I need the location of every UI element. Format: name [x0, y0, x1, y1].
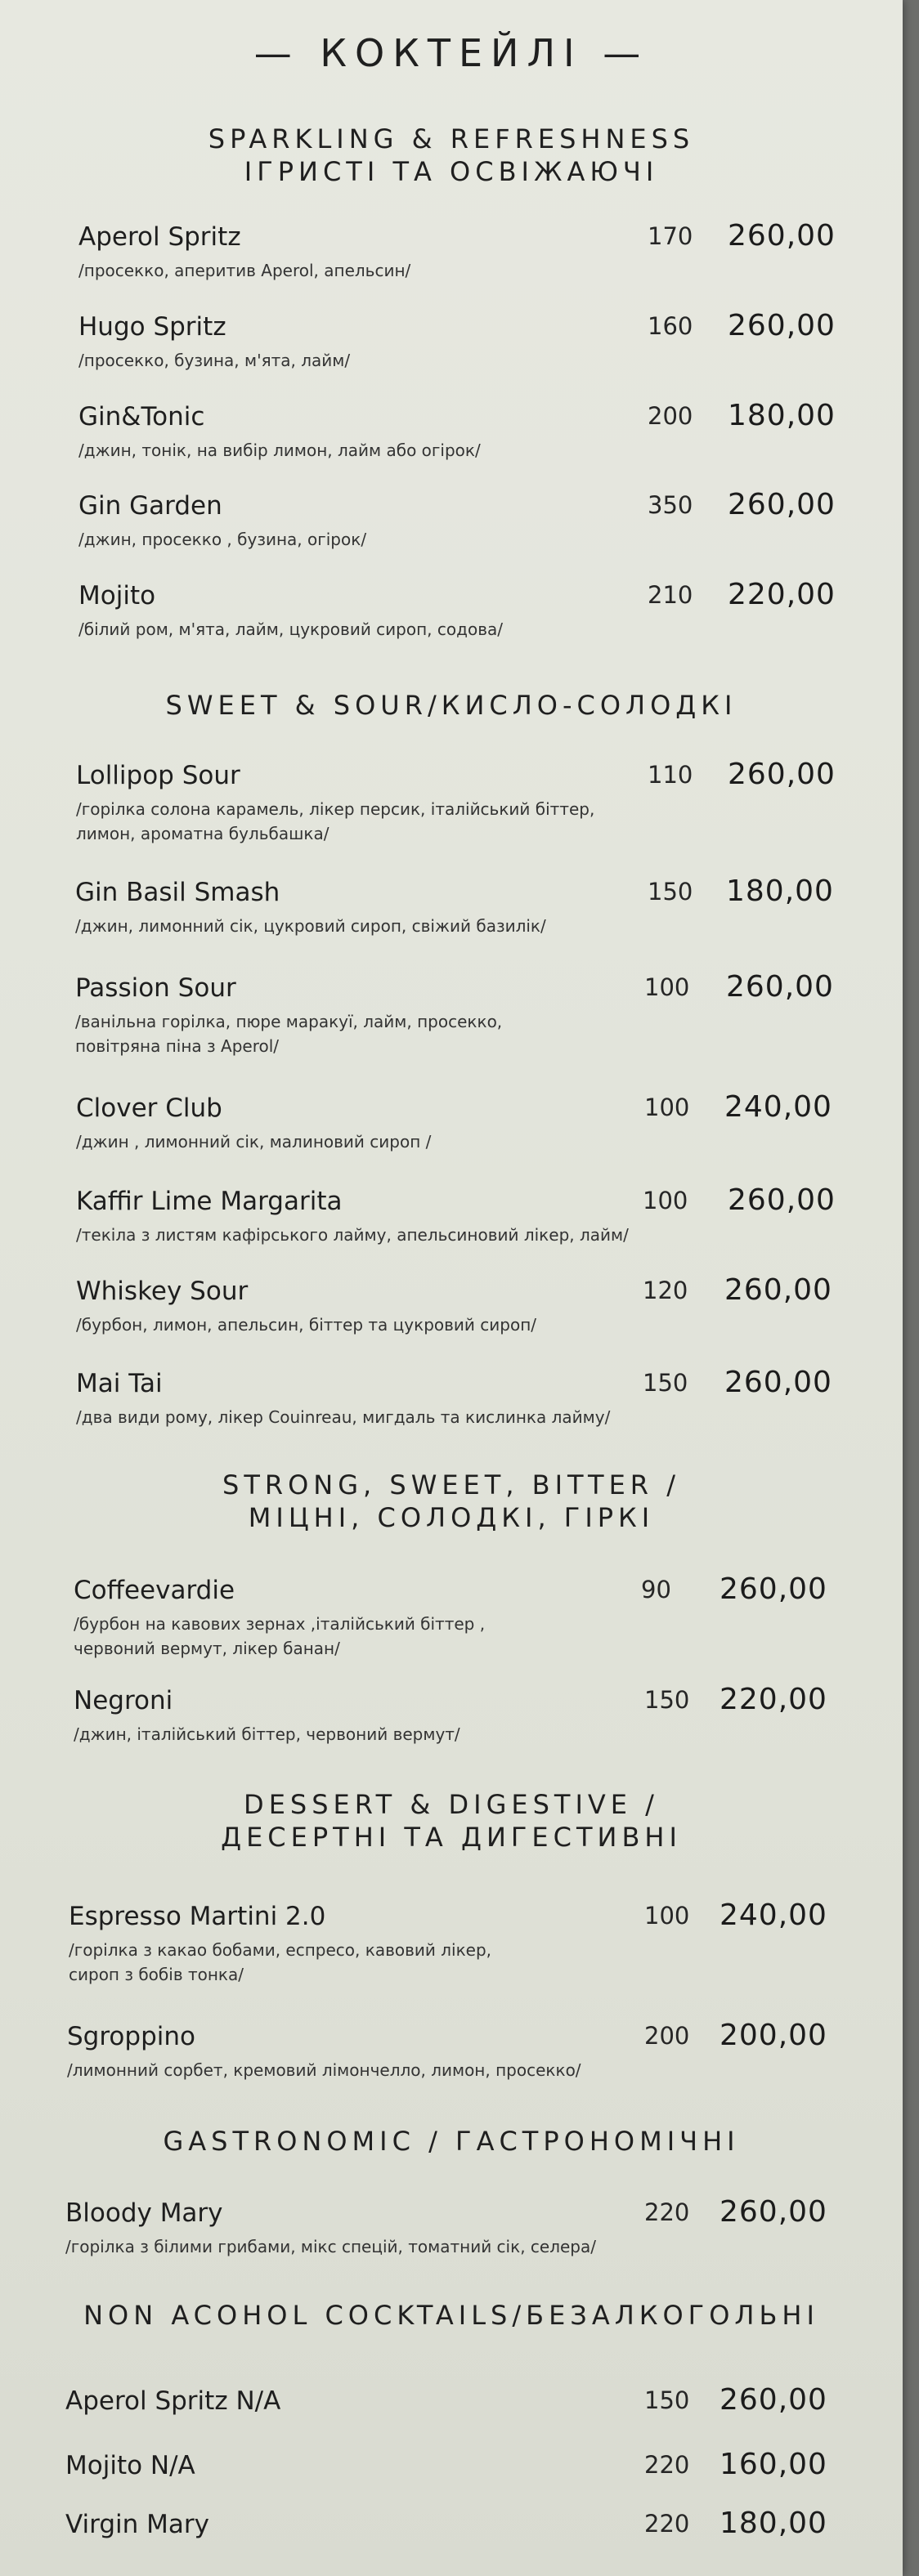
item-description-line: /бурбон, лимон, апельсин, біттер та цукровий сироп/ — [76, 1315, 537, 1335]
section-title — [0, 1788, 903, 1854]
item-name: Sgroppino — [67, 2022, 195, 2051]
item-name: Hugo Spritz — [78, 312, 226, 342]
item-volume: 100 — [643, 1187, 688, 1214]
item-price: 180,00 — [728, 399, 836, 432]
item-price: 260,00 — [728, 219, 836, 253]
menu-item — [76, 1366, 894, 1434]
item-volume: 170 — [648, 222, 693, 250]
menu-title: — КОКТЕЙЛІ — — [253, 31, 649, 75]
item-volume: 160 — [648, 312, 693, 340]
item-description — [78, 348, 350, 373]
menu-item — [74, 1572, 891, 1658]
item-description — [69, 1938, 491, 1987]
section-title-line: МІЦНІ, СОЛОДКІ, ГІРКІ — [248, 1502, 655, 1533]
item-description-line: червоний вермут, лікер банан/ — [74, 1639, 340, 1658]
item-volume: 100 — [644, 1093, 690, 1121]
item-name: Mai Tai — [76, 1369, 163, 1398]
item-name: Espresso Martini 2.0 — [69, 1902, 326, 1931]
item-price: 260,00 — [726, 970, 834, 1004]
item-name: Aperol Spritz — [78, 222, 241, 252]
item-description-line: /горілка солона карамель, лікер персик, італійський біттер, — [76, 799, 595, 819]
item-name: Gin Garden — [78, 491, 222, 521]
item-name: Clover Club — [76, 1093, 222, 1123]
item-price: 180,00 — [720, 2507, 827, 2540]
item-price: 220,00 — [720, 1683, 827, 1716]
item-description-line: /джин, італійський біттер, червоний вермут/ — [74, 1724, 460, 1744]
item-price: 260,00 — [724, 1366, 832, 1399]
menu-item — [75, 970, 893, 1056]
item-description — [74, 1612, 485, 1661]
item-description-line: лимон, ароматна бульбашка/ — [76, 824, 329, 843]
item-description-line: /джин , лимонний сік, малиновий сироп / — [76, 1132, 432, 1152]
item-volume: 210 — [648, 581, 693, 609]
item-volume: 110 — [648, 761, 693, 789]
item-description-line: /текіла з листям кафірського лайму, апельсиновий лікер, лайм/ — [76, 1225, 629, 1245]
item-description-line: /горілка з какао бобами, еспресо, кавовий лікер, — [69, 1940, 492, 1960]
item-description-line: сироп з бобів тонка/ — [69, 1965, 244, 1984]
menu-item — [65, 2195, 883, 2264]
item-price: 200,00 — [720, 2019, 827, 2052]
menu-item — [76, 758, 894, 843]
item-volume: 150 — [643, 1369, 688, 1397]
menu-item — [65, 2507, 883, 2575]
item-price: 180,00 — [726, 874, 834, 908]
item-name: Kaffir Lime Margarita — [76, 1187, 343, 1216]
item-description — [76, 1313, 536, 1337]
item-description — [76, 1129, 431, 1154]
item-description-line: /просекко, бузина, м'ята, лайм/ — [78, 351, 351, 370]
item-name: Mojito N/A — [65, 2451, 195, 2480]
menu-item — [76, 1090, 894, 1159]
section-title-line: ІГРИСТІ ТА ОСВІЖАЮЧІ — [244, 156, 659, 187]
item-description-line: повітряна піна з Aperol/ — [75, 1036, 280, 1056]
section-title — [0, 123, 903, 188]
menu-item — [78, 219, 896, 288]
item-price: 160,00 — [720, 2448, 827, 2481]
section-title-line: SPARKLING & REFRESHNESS — [208, 123, 695, 154]
section-title — [0, 1469, 903, 1534]
item-price: 240,00 — [720, 1898, 827, 1932]
item-name: Virgin Mary — [65, 2510, 209, 2539]
item-volume: 350 — [648, 491, 693, 519]
item-volume: 220 — [644, 2198, 690, 2226]
section-title-line: STRONG, SWEET, BITTER / — [222, 1469, 680, 1500]
item-volume: 200 — [644, 2022, 690, 2050]
item-price: 260,00 — [728, 1183, 836, 1217]
item-volume: 150 — [644, 1686, 690, 1714]
item-price: 240,00 — [724, 1090, 832, 1124]
menu-item — [78, 488, 896, 557]
menu-item — [76, 1183, 894, 1252]
item-price: 260,00 — [728, 488, 836, 521]
menu-item — [65, 2383, 883, 2452]
item-name: Whiskey Sour — [76, 1277, 249, 1306]
item-description — [76, 1405, 610, 1429]
item-volume: 220 — [644, 2451, 690, 2479]
item-price: 260,00 — [728, 309, 836, 342]
item-description — [78, 527, 366, 552]
item-description — [75, 914, 546, 938]
item-name: Passion Sour — [75, 973, 236, 1003]
item-description — [67, 2058, 581, 2082]
item-description-line: /два види рому, лікер Couinreau, мигдаль та кислинка лайму/ — [76, 1407, 611, 1427]
item-name: Aperol Spritz N/A — [65, 2386, 281, 2416]
section-title — [0, 2125, 903, 2158]
item-description — [78, 438, 481, 463]
item-name: Coffeevardie — [74, 1576, 235, 1605]
item-description-line: /білий ром, м'ята, лайм, цукровий сироп, содова/ — [78, 619, 503, 639]
item-description — [78, 617, 503, 642]
menu-item — [78, 578, 896, 646]
section-title-line: NON ACOHOL COCKTAILS/БЕЗАЛКОГОЛЬНІ — [83, 2300, 819, 2331]
menu-item — [76, 1273, 894, 1342]
item-name: Bloody Mary — [65, 2198, 223, 2228]
item-description — [65, 2234, 596, 2259]
section-title — [0, 2299, 903, 2332]
section-title-line: ДЕСЕРТНІ ТА ДИГЕСТИВНІ — [221, 1822, 682, 1853]
item-description — [75, 1009, 502, 1058]
item-price: 260,00 — [720, 2195, 827, 2229]
item-volume: 90 — [641, 1576, 671, 1603]
item-name: Negroni — [74, 1686, 173, 1715]
section-title-line: DESSERT & DIGESTIVE / — [244, 1789, 659, 1820]
item-name: Lollipop Sour — [76, 761, 240, 790]
menu-item — [67, 2019, 885, 2087]
item-volume: 120 — [643, 1277, 688, 1304]
item-description-line: /джин, лимонний сік, цукровий сироп, свіжий базилік/ — [75, 916, 546, 936]
item-volume: 150 — [644, 2386, 690, 2414]
item-volume: 220 — [644, 2510, 690, 2538]
menu-item — [75, 874, 893, 943]
item-description-line: /ванільна горілка, пюре маракуї, лайм, просекко, — [75, 1012, 503, 1031]
item-description — [78, 258, 410, 283]
item-name: Gin&Tonic — [78, 402, 205, 432]
section-title-line: GASTRONOMIC / ГАСТРОНОМІЧНІ — [163, 2126, 740, 2157]
item-description — [76, 1223, 629, 1247]
menu-item — [78, 399, 896, 467]
item-price: 260,00 — [728, 758, 836, 791]
item-price: 260,00 — [720, 2383, 827, 2417]
item-description-line: /просекко, аперитив Aperol, апельсин/ — [78, 261, 411, 280]
menu-item — [78, 309, 896, 378]
item-name: Mojito — [78, 581, 156, 610]
item-description-line: /горілка з білими грибами, мікс спецій, томатний сік, селера/ — [65, 2237, 596, 2256]
item-price: 260,00 — [724, 1273, 832, 1307]
item-description-line: /лимонний сорбет, кремовий лімончелло, лимон, просекко/ — [67, 2060, 581, 2080]
item-price: 220,00 — [728, 578, 836, 611]
item-description — [74, 1722, 460, 1746]
item-name: Gin Basil Smash — [75, 878, 280, 907]
menu-item — [69, 1898, 886, 1984]
item-volume: 100 — [644, 973, 690, 1001]
item-price: 260,00 — [720, 1572, 827, 1606]
item-description-line: /джин, тонік, на вибір лимон, лайм або огірок/ — [78, 441, 481, 460]
menu-item — [74, 1683, 891, 1751]
item-volume: 150 — [648, 878, 693, 906]
item-description-line: /бурбон на кавових зернах ,італійський біттер , — [74, 1614, 486, 1634]
item-volume: 200 — [648, 402, 693, 430]
item-description — [76, 797, 594, 846]
section-title-line: SWEET & SOUR/КИСЛО-СОЛОДКІ — [165, 690, 737, 721]
section-title — [0, 689, 903, 722]
item-volume: 100 — [644, 1902, 690, 1930]
item-description-line: /джин, просекко , бузина, огірок/ — [78, 530, 367, 549]
